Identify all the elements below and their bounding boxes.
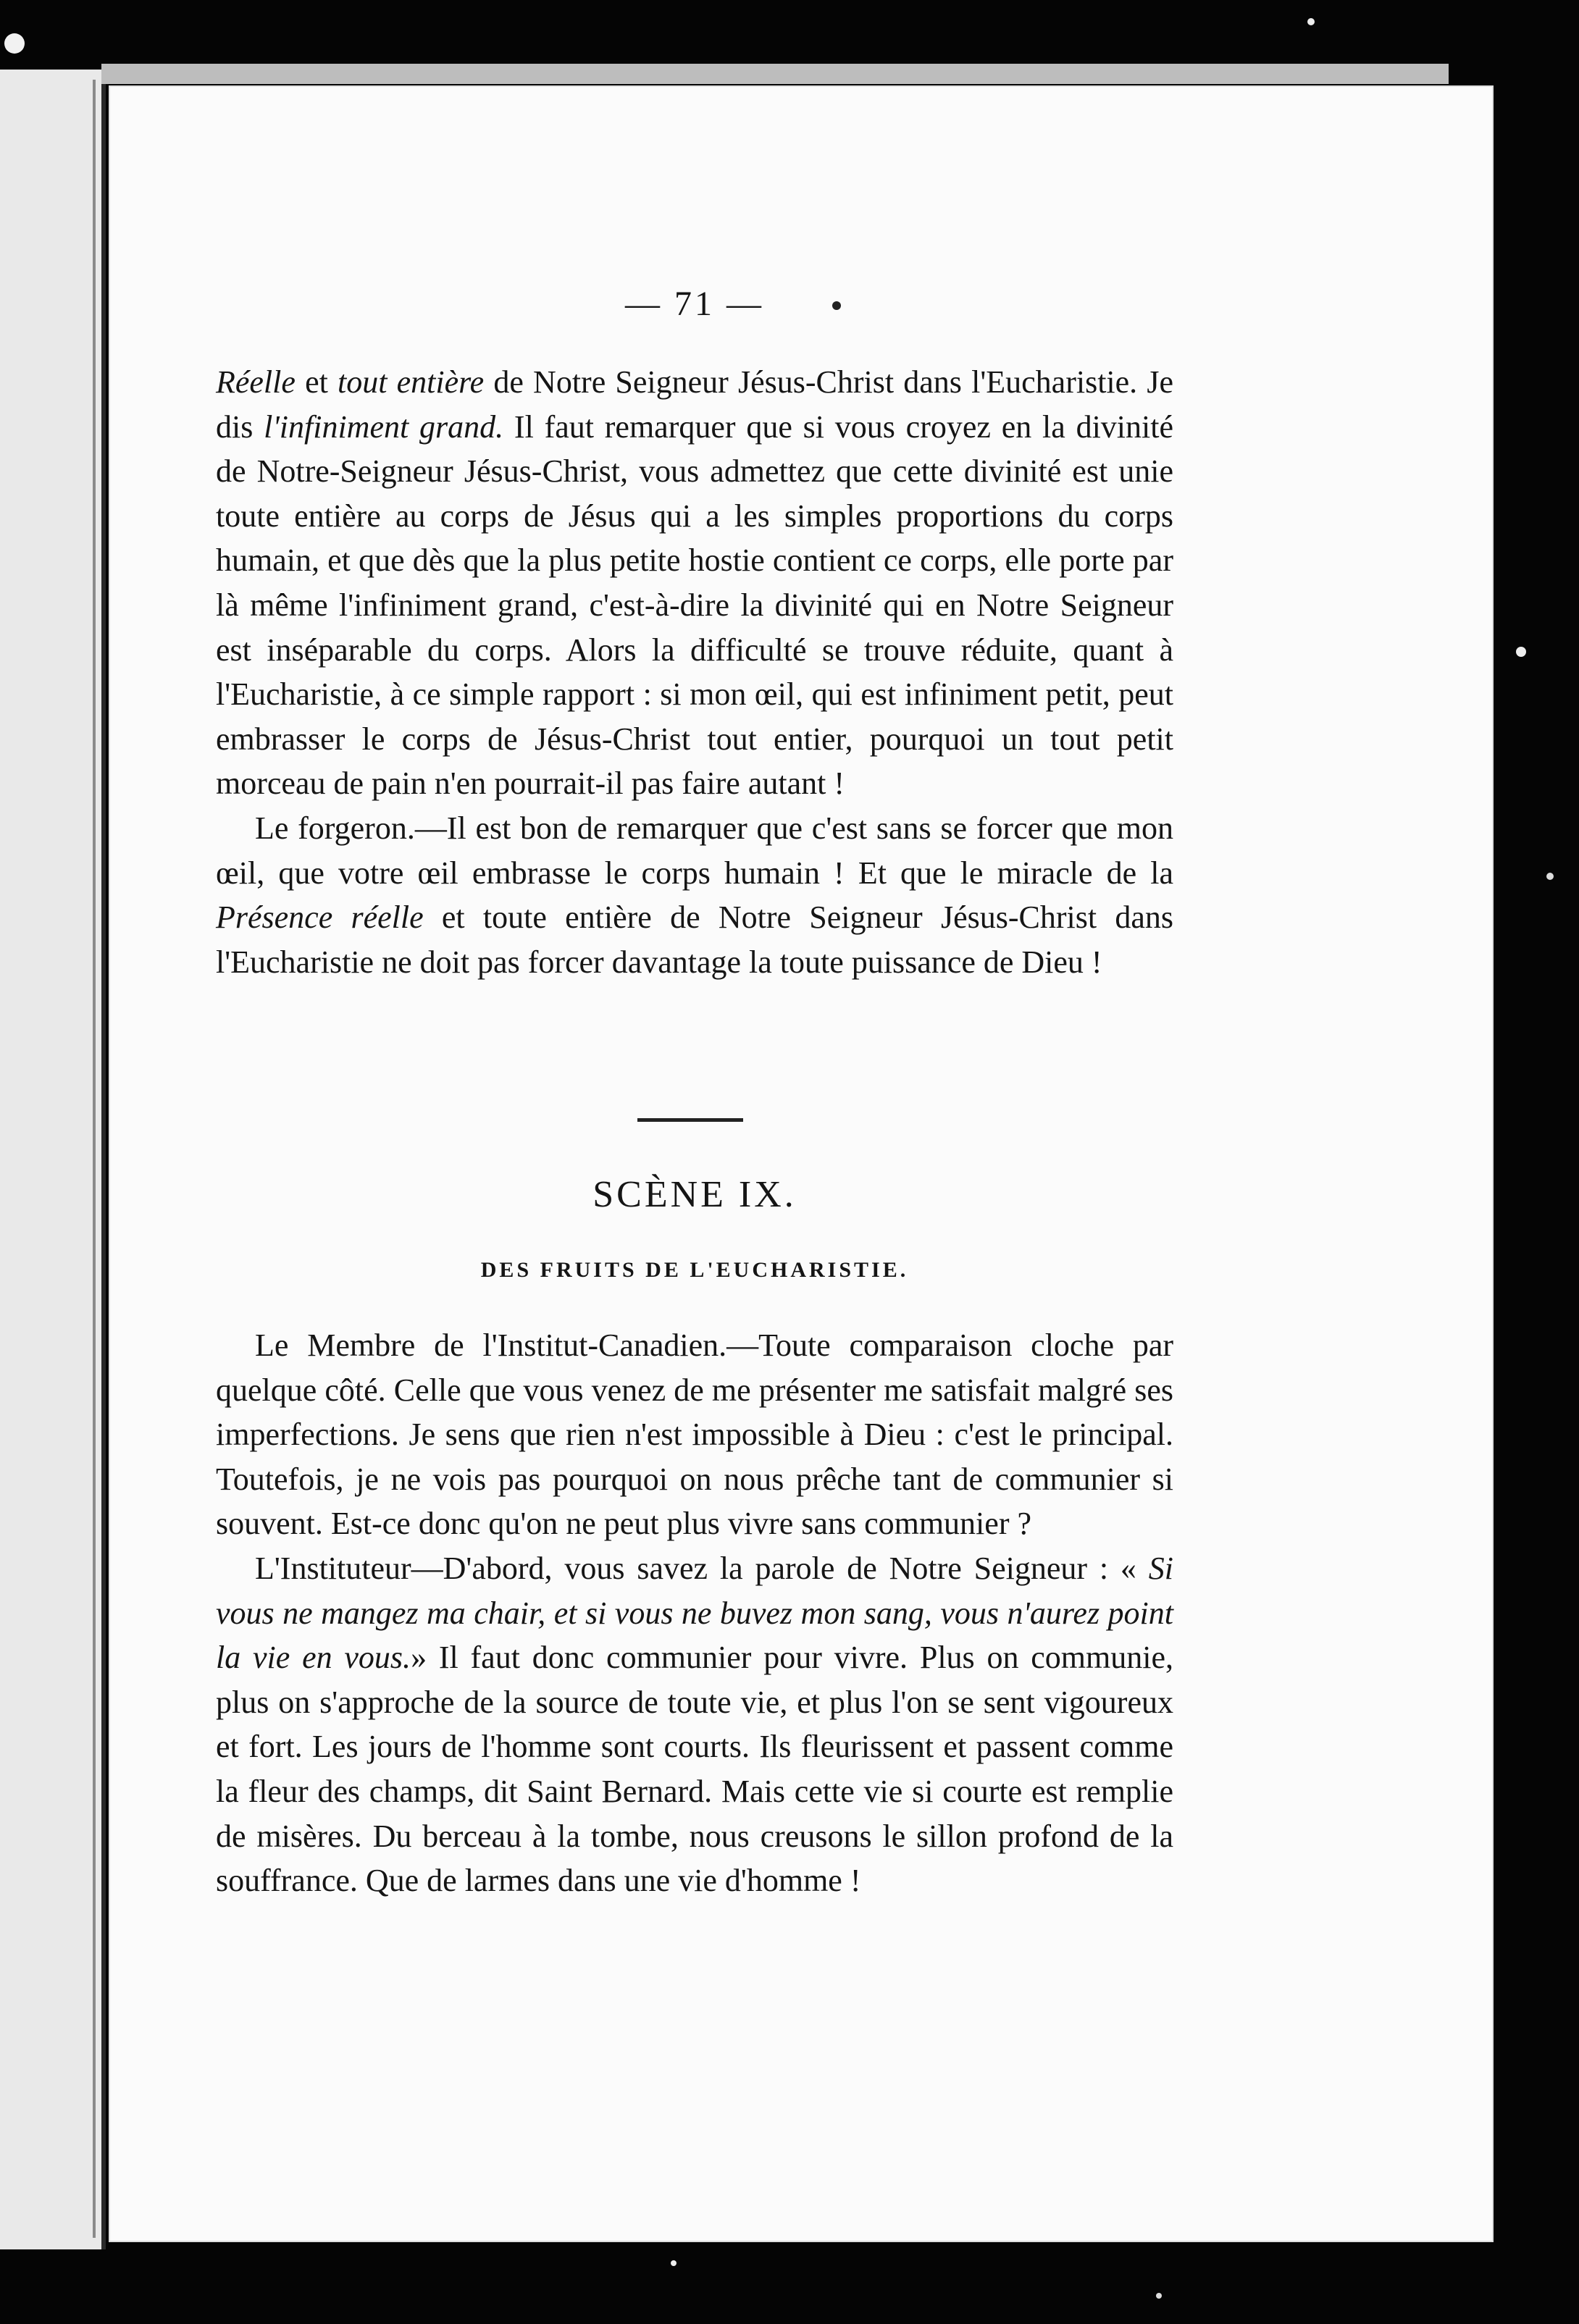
text-block-bottom <box>216 1323 1173 1903</box>
text-run: Il faut remarquer que si vous croyez en la divinité de Notre-Seigneur Jésus-Christ, vous admettez que cette divinité est unie toute entière au corps de Jésus qui a les simples proportions du corps humain, et que dès que la plus petite hostie contient ce corps, elle porte par là même l'infiniment grand, c'est-à-dire la divinité qui en Notre Seigneur est inséparable du corps. Alors la difficulté se trouve réduite, quant à l'Eucharistie, à ce simple rapport : si mon œil, qui est infiniment petit, peut embrasser le corps de Jésus-Christ tout entier, pourquoi un tout petit morceau de pain n'en pourrait-il pas faire autant ! <box>216 408 1173 802</box>
scene-subtitle: DES FRUITS DE L'EUCHARISTIE. <box>480 1258 909 1282</box>
page-stack-edge <box>101 64 1449 84</box>
italic-text: Présence réelle <box>216 899 424 936</box>
text-run: Le forgeron.—Il est bon de remarquer que c'est sans se forcer que mon œil, que votre œil embrasse le corps humain ! Et que le miracle de la <box>216 810 1173 891</box>
text-run: » Il faut donc communier pour vivre. Plus on communie, plus on s'approche de la source de toute vie, et plus l'on se sent vigoureux et fort. Les jours de l'homme sont courts. Ils fleurissent et passent comme la fleur des champs, dit Saint Bernard. Mais cette vie si courte est remplie de misères. Du berceau à la tombe, nous creusons le sillon profond de la souffrance. Que de larmes dans une vie d'homme ! <box>216 1640 1173 1899</box>
italic-text: Si vous ne mangez ma chair, et si vous ne buvez mon sang, vous n'aurez point la vie en vous. <box>216 1550 1173 1676</box>
text-run: de Notre Seigneur Jésus-Christ dans l'Eucharistie. Je dis <box>216 364 1173 445</box>
text-run: Le Membre de l'Institut-Canadien.—Toute comparaison cloche par quelque côté. Celle que vous venez de me présenter me satisfait malgré ses imperfections. Je sens que rien n'est impossible à Dieu : c'est le principal. Toutefois, je ne vois pas pourquoi on nous prêche tant de communier si souvent. Est-ce donc qu'on ne peut plus vivre sans communier ? <box>216 1327 1173 1542</box>
page-number: — 71 — <box>625 285 764 323</box>
italic-text: l'infiniment grand. <box>264 408 504 445</box>
facing-page-shadow <box>93 80 96 2238</box>
text-run: et <box>295 364 338 400</box>
text-run: et toute entière de Notre Seigneur Jésus-Christ dans l'Eucharistie ne doit pas forcer davantage la toute puissance de Dieu ! <box>216 899 1173 980</box>
scene-title: SCÈNE IX. <box>592 1174 797 1215</box>
text-block-top <box>216 360 1173 984</box>
italic-text: Réelle <box>216 364 296 400</box>
paragraph <box>216 806 1173 984</box>
text-run: L'Instituteur—D'abord, vous savez la parole de Notre Seigneur : « <box>255 1550 1149 1586</box>
facing-page-edge <box>0 70 106 2249</box>
paragraph <box>216 360 1173 806</box>
italic-text: tout entière <box>338 364 485 400</box>
paragraph <box>216 1546 1173 1903</box>
paragraph <box>216 1323 1173 1546</box>
section-divider <box>637 1118 743 1122</box>
